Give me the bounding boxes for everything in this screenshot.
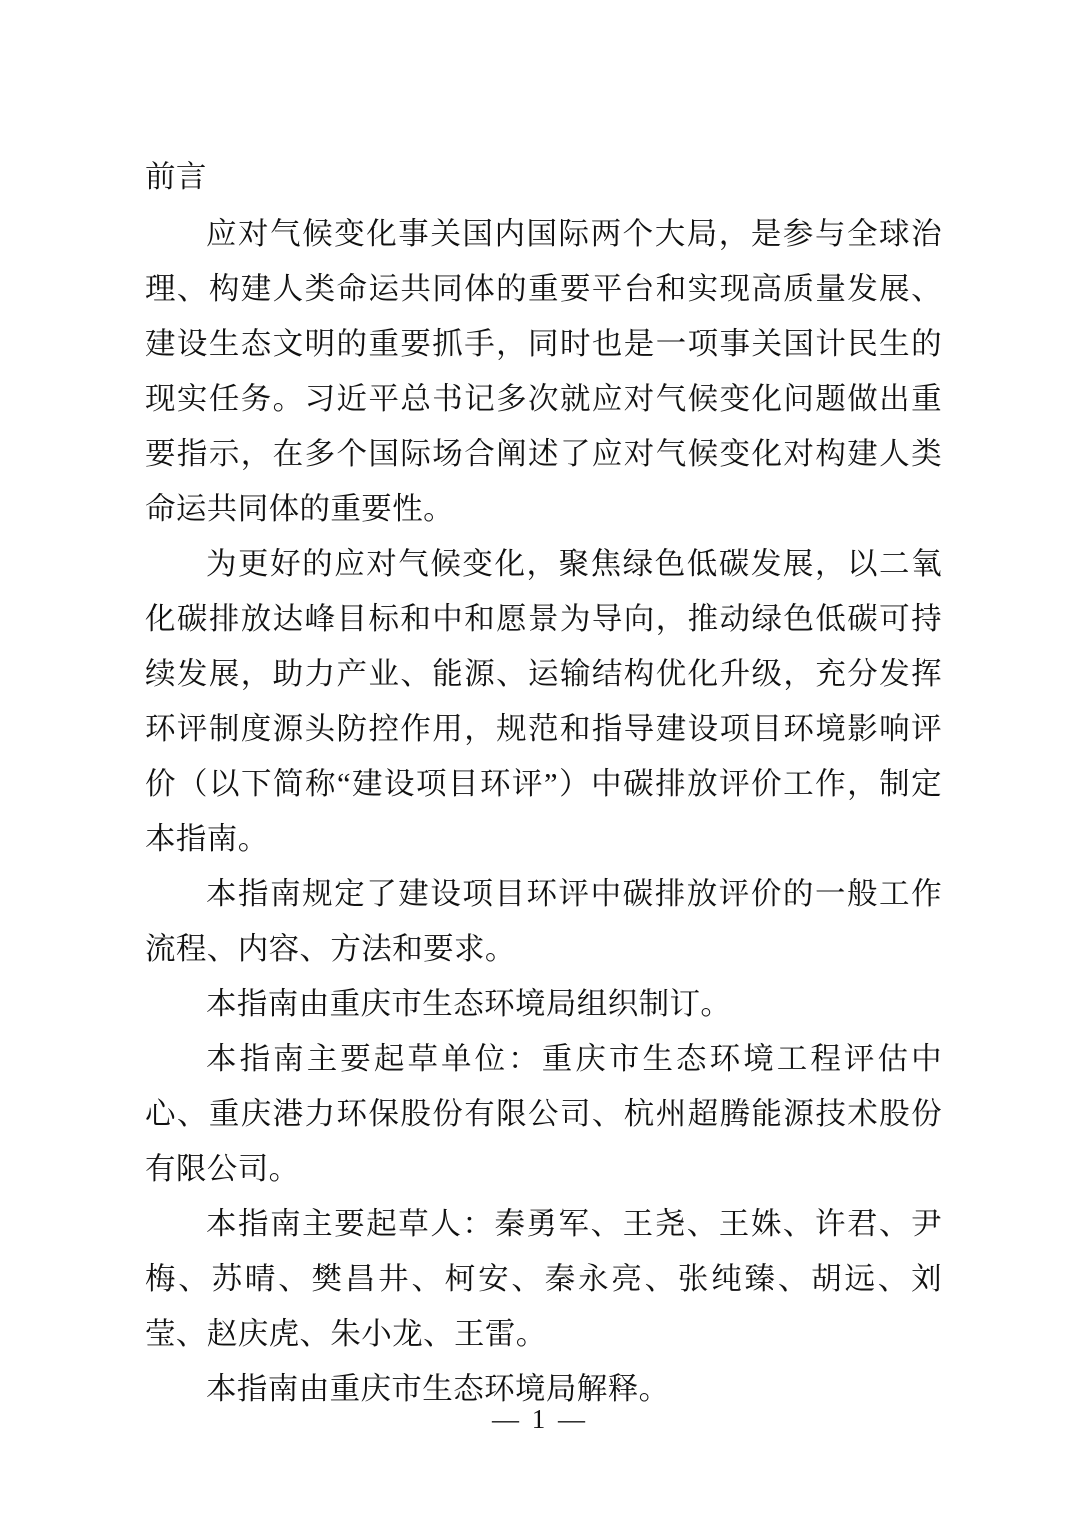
paragraph-4: 本指南由重庆市生态环境局组织制订。 xyxy=(206,987,732,1021)
paragraph-3: 本指南规定了建设项目环评中碳排放评价的一般工作流程、内容、方法和要求。 xyxy=(145,877,942,966)
paragraph-5: 本指南主要起草单位：重庆市生态环境工程评估中心、重庆港力环保股份有限公司、杭州超腾能源技术股份有限公司。 xyxy=(145,1042,942,1186)
document-body xyxy=(145,150,942,1417)
paragraph-1: 应对气候变化事关国内国际两个大局，是参与全球治理、构建人类命运共同体的重要平台和实现高质量发展、建设生态文明的重要抓手，同时也是一项事关国计民生的现实任务。习近平总书记多次就应对气候变化问题做出重要指示，在多个国际场合阐述了应对气候变化对构建人类命运共同体的重要性。 xyxy=(145,217,942,526)
paragraph-7: 本指南由重庆市生态环境局解释。 xyxy=(206,1372,670,1406)
paragraph-2: 为更好的应对气候变化，聚焦绿色低碳发展，以二氧化碳排放达峰目标和中和愿景为导向，推动绿色低碳可持续发展，助力产业、能源、运输结构优化升级，充分发挥环评制度源头防控作用，规范和指导建设项目环境影响评价（以下简称“建设项目环评”）中碳排放评价工作，制定本指南。 xyxy=(145,547,942,856)
paragraph-6: 本指南主要起草人：秦勇军、王尧、王姝、许君、尹梅、苏晴、樊昌井、柯安、秦永亮、张纯臻、胡远、刘莹、赵庆虎、朱小龙、王雷。 xyxy=(145,1207,942,1351)
section-heading: 前言 xyxy=(145,160,207,194)
page-number: — 1 — xyxy=(492,1404,588,1434)
